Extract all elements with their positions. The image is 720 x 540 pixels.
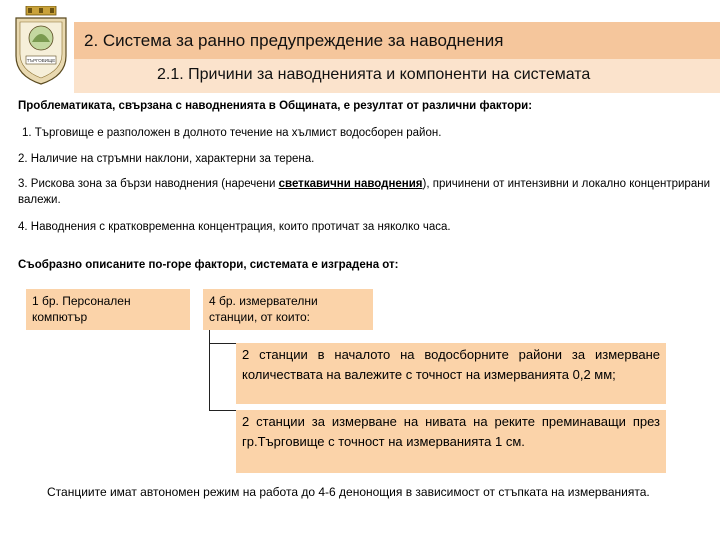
system-intro: Съобразно описаните по-горе фактори, системата е изградена от: [18,259,399,271]
connector-to-sub2 [209,410,236,411]
intro-text: Проблематиката, свързана с наводненията в Общината, е резултат от различни фактори: [18,100,533,112]
factor-1: 1. Търговище е разположен в долното течение на хълмист водосборен район. [22,127,442,139]
logo-banner-text: ТЪРГОВИЩЕ [26,58,56,63]
river-stations-box: 2 станции за измерване на нивата на реките преминаващи през гр.Търговище с точност на измерванията 1 см. [236,410,666,473]
pc-box: 1 бр. Персонален компютър [26,289,190,330]
factor-4: 4. Наводнения с кратковременна концентрация, които протичат за няколко часа. [18,221,451,233]
page-title: 2. Система за ранно предупреждение за наводнения [84,31,504,50]
factor-2: 2. Наличие на стръмни наклони, характерни за терена. [18,153,315,165]
page-subtitle: 2.1. Причини за наводненията и компоненти на системата [157,66,591,83]
connector-to-sub1 [209,343,236,344]
factor-3-start: 3. Рискова зона за бързи наводнения (наречени [18,178,279,190]
autonomy-note: Станциите имат автономен режим на работа до 4-6 денонощия в зависимост от стъпката на измерванията. [47,485,650,499]
stations-box: 4 бр. измервателни станции, от които: [203,289,373,330]
flash-floods-term: светкавични наводнения [278,178,423,190]
coat-of-arms-logo [10,6,72,86]
factor-3 [18,176,710,208]
factor-3-end: ), причинени от интензивни и локално концентрирани валежи. [18,178,710,206]
rain-stations-box: 2 станции в началото на водосборните райони за измерване количествата на валежите с точност на измерванията 0,2 мм; [236,343,666,404]
